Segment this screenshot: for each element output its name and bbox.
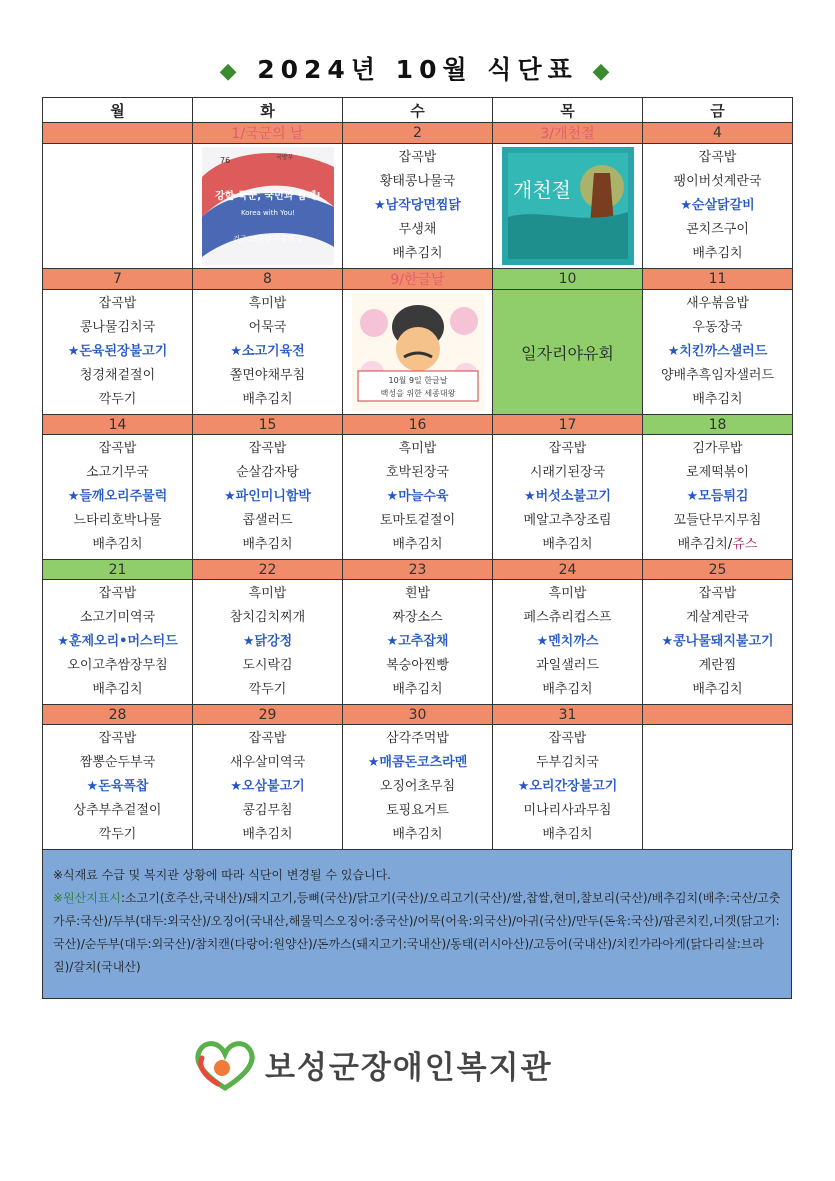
menu-item <box>493 461 642 485</box>
menu-cell <box>493 725 643 850</box>
notice-change-line: ※식재료 수급 및 복지관 상황에 따라 식단이 변경될 수 있습니다. <box>53 868 392 882</box>
date-cell: 22 <box>193 560 343 580</box>
menu-item-text: ★치킨까스샐러드 <box>667 344 768 359</box>
menu-item-text: 배추김치/ <box>677 537 733 552</box>
date-cell: 31 <box>493 705 643 725</box>
menu-item <box>193 437 342 461</box>
menu-item-text: 느타리호박나물 <box>73 513 162 528</box>
hangul-day-line1: 10월 9일 한글날 <box>388 376 447 385</box>
menu-item-text: 복숭아찐빵 <box>386 658 449 673</box>
menu-item-text: 짬뽕순두부국 <box>79 755 156 770</box>
menu-item <box>643 437 792 461</box>
menu-item-text: 삼각주먹밥 <box>386 731 449 746</box>
menu-item <box>643 364 792 388</box>
date-cell: 15 <box>193 415 343 435</box>
menu-item-text: ★파인미니함박 <box>223 489 311 504</box>
menu-cell <box>343 435 493 560</box>
menu-row <box>43 725 793 850</box>
menu-item-text: ★고추잡채 <box>386 634 449 649</box>
menu-item <box>643 146 792 170</box>
date-cell: 7 <box>43 269 193 290</box>
menu-item <box>343 823 492 847</box>
menu-item <box>43 461 192 485</box>
menu-item <box>643 533 792 557</box>
menu-item <box>493 509 642 533</box>
menu-cell <box>643 725 793 850</box>
menu-item-text: 콩나물김치국 <box>79 320 156 335</box>
menu-item <box>193 606 342 630</box>
date-cell: 8 <box>193 269 343 290</box>
main-dish <box>493 630 642 654</box>
main-dish <box>193 340 342 364</box>
menu-item <box>193 509 342 533</box>
menu-item-text: 콩김무침 <box>242 803 293 818</box>
weekday-wed: 수 <box>343 98 493 123</box>
main-dish <box>43 485 192 509</box>
menu-item-text: 김가루밥 <box>692 441 743 456</box>
menu-item-text: ★남작당면찜닭 <box>373 198 461 213</box>
date-cell: 21 <box>43 560 193 580</box>
menu-item-text: 두부김치국 <box>536 755 599 770</box>
menu-item <box>193 316 342 340</box>
menu-item-text: 짜장소스 <box>392 610 443 625</box>
menu-item-text: ★콩나물돼지불고기 <box>661 634 774 649</box>
date-cell: 25 <box>643 560 793 580</box>
menu-item-text: 콥샐러드 <box>242 513 293 528</box>
menu-item-text: 미나리사과무침 <box>523 803 612 818</box>
menu-item <box>493 823 642 847</box>
main-dish <box>643 485 792 509</box>
menu-item-text: ★순살닭갈비 <box>680 198 755 213</box>
menu-item-text: 배추김치 <box>542 537 593 552</box>
menu-item-text: 잡곡밥 <box>98 296 137 311</box>
menu-item-text: 새우살미역국 <box>229 755 306 770</box>
weekday-fri: 금 <box>643 98 793 123</box>
menu-item-text: 배추김치 <box>692 392 743 407</box>
menu-item-text: ★돈육된장불고기 <box>67 344 168 359</box>
menu-item <box>643 509 792 533</box>
menu-item-text: 잡곡밥 <box>98 731 137 746</box>
menu-item <box>643 218 792 242</box>
menu-item <box>643 292 792 316</box>
menu-cell <box>193 580 343 705</box>
menu-item-text: 배추김치 <box>392 537 443 552</box>
menu-item-text: 토핑요거트 <box>386 803 449 818</box>
menu-item <box>43 292 192 316</box>
menu-item-text: 메알고추장조림 <box>523 513 612 528</box>
menu-item <box>193 799 342 823</box>
menu-row <box>43 290 793 415</box>
footer <box>190 1036 650 1096</box>
poster-caption: 건군 76주년 국군의 날 <box>232 235 303 243</box>
menu-item <box>343 533 492 557</box>
menu-cell <box>643 290 793 415</box>
date-cell: 17 <box>493 415 643 435</box>
menu-item-text: 깍두기 <box>98 392 137 407</box>
menu-item <box>493 654 642 678</box>
menu-cell <box>193 290 343 415</box>
menu-item-text: 배추김치 <box>92 682 143 697</box>
menu-item-text: 게살계란국 <box>686 610 749 625</box>
date-row <box>43 705 793 725</box>
date-cell: 4 <box>643 123 793 144</box>
menu-row <box>43 144 793 269</box>
menu-row <box>43 435 793 560</box>
menu-item-text: 청경채겉절이 <box>79 368 156 383</box>
menu-cell <box>643 144 793 269</box>
menu-item-text: 잡곡밥 <box>698 586 737 601</box>
weekday-mon: 월 <box>43 98 193 123</box>
menu-item-text: 호박된장국 <box>386 465 449 480</box>
menu-item <box>343 461 492 485</box>
menu-item <box>193 364 342 388</box>
menu-item <box>343 146 492 170</box>
menu-item-text: 배추김치 <box>392 682 443 697</box>
main-dish <box>193 485 342 509</box>
menu-item-text: 잡곡밥 <box>248 441 287 456</box>
menu-item <box>643 582 792 606</box>
menu-item-text: 잡곡밥 <box>98 441 137 456</box>
menu-item-text: 흑미밥 <box>248 296 287 311</box>
menu-item-text: 페스츄리컵스프 <box>523 610 612 625</box>
menu-item <box>193 292 342 316</box>
menu-row <box>43 580 793 705</box>
menu-item-text: 잡곡밥 <box>548 441 587 456</box>
menu-item <box>193 533 342 557</box>
menu-item-text: 잡곡밥 <box>248 731 287 746</box>
main-dish <box>193 775 342 799</box>
menu-item <box>343 678 492 702</box>
menu-item <box>343 582 492 606</box>
menu-cell <box>43 725 193 850</box>
menu-item-text: 흑미밥 <box>248 586 287 601</box>
menu-item-text: ★마늘수육 <box>386 489 449 504</box>
menu-cell <box>43 580 193 705</box>
main-dish <box>493 485 642 509</box>
menu-item-text: ★오리간장불고기 <box>517 779 618 794</box>
menu-item <box>43 533 192 557</box>
menu-item <box>343 727 492 751</box>
menu-item-text: 소고기미역국 <box>79 610 156 625</box>
menu-item <box>343 775 492 799</box>
page-title <box>0 50 835 86</box>
menu-item <box>43 388 192 412</box>
date-cell: 3/개천절 <box>493 123 643 144</box>
menu-item <box>643 316 792 340</box>
menu-cell <box>493 580 643 705</box>
menu-item-text: 참치김치찌개 <box>229 610 306 625</box>
menu-item-text: 쫄면야채무침 <box>229 368 306 383</box>
menu-cell <box>43 435 193 560</box>
menu-item <box>643 654 792 678</box>
date-cell: 10 <box>493 269 643 290</box>
main-dish <box>643 630 792 654</box>
menu-item-text: 소고기무국 <box>86 465 149 480</box>
menu-item-text: 도시락김 <box>242 658 293 673</box>
menu-item-text: ★소고기육전 <box>230 344 305 359</box>
menu-item-text: 잡곡밥 <box>548 731 587 746</box>
menu-item-text: ★버섯소불고기 <box>523 489 611 504</box>
date-row <box>43 269 793 290</box>
menu-item-text: 콘치즈구이 <box>686 222 749 237</box>
weekday-thu: 목 <box>493 98 643 123</box>
date-cell: 30 <box>343 705 493 725</box>
menu-item-text: 배추김치 <box>242 392 293 407</box>
menu-item-text: 새우볶음밥 <box>686 296 749 311</box>
menu-cell <box>493 290 643 415</box>
menu-item <box>493 533 642 557</box>
menu-item <box>43 799 192 823</box>
menu-item-text: ★매콤돈코츠라멘 <box>367 755 468 770</box>
menu-item-text: 계란찜 <box>698 658 737 673</box>
menu-item-text: 배추김치 <box>542 682 593 697</box>
menu-item-text: 우동장국 <box>692 320 743 335</box>
menu-item <box>643 461 792 485</box>
organization-name: 보성군장애인복지관 <box>265 1050 553 1086</box>
diamond-right-icon: ◆ <box>592 59 616 84</box>
origin-label: ※원산지표시 <box>53 891 122 905</box>
menu-calendar <box>42 97 793 850</box>
menu-item <box>193 727 342 751</box>
menu-item-text: 오징어초무침 <box>379 779 456 794</box>
juice-item: 쥬스 <box>732 537 758 552</box>
menu-item-text: 잡곡밥 <box>398 150 437 165</box>
menu-item-text: ★멘치까스 <box>536 634 599 649</box>
date-cell: 9/한글날 <box>343 269 493 290</box>
menu-cell <box>43 144 193 269</box>
menu-item <box>43 364 192 388</box>
main-dish <box>493 775 642 799</box>
menu-item-text: 로제떡볶이 <box>686 465 749 480</box>
date-row <box>43 415 793 435</box>
menu-item-text: 상추부추겉절이 <box>73 803 162 818</box>
menu-cell <box>343 725 493 850</box>
menu-cell <box>643 580 793 705</box>
main-dish <box>343 194 492 218</box>
date-cell: 29 <box>193 705 343 725</box>
menu-item <box>343 218 492 242</box>
main-dish <box>193 630 342 654</box>
menu-cell <box>193 725 343 850</box>
menu-item <box>193 654 342 678</box>
main-dish <box>43 775 192 799</box>
menu-item-text: 배추김치 <box>242 537 293 552</box>
date-cell: 14 <box>43 415 193 435</box>
menu-item <box>343 606 492 630</box>
menu-item <box>493 727 642 751</box>
menu-item-text: ★닭강정 <box>242 634 293 649</box>
weekday-tue: 화 <box>193 98 343 123</box>
menu-item <box>43 509 192 533</box>
date-cell: 23 <box>343 560 493 580</box>
menu-item <box>343 437 492 461</box>
date-cell: 28 <box>43 705 193 725</box>
menu-item <box>343 242 492 266</box>
armed-forces-day-poster <box>202 147 334 265</box>
menu-item <box>343 170 492 194</box>
date-cell: 18 <box>643 415 793 435</box>
menu-cell <box>343 144 493 269</box>
weekday-header-row <box>43 98 793 123</box>
date-cell: 24 <box>493 560 643 580</box>
menu-item <box>493 606 642 630</box>
menu-item-text: 꼬들단무지무침 <box>673 513 762 528</box>
poster-english: Korea with You! <box>240 209 295 217</box>
menu-item-text: 흰밥 <box>404 586 431 601</box>
menu-item <box>643 388 792 412</box>
poster-slogan: 강한 국군, 국민과 함께! <box>214 191 321 202</box>
menu-item-text: 황태콩나물국 <box>379 174 456 189</box>
main-dish <box>343 485 492 509</box>
menu-item-text: 배추김치 <box>392 827 443 842</box>
menu-item-text: 과일샐러드 <box>536 658 599 673</box>
menu-item <box>343 654 492 678</box>
menu-item <box>43 823 192 847</box>
origin-info <box>53 887 783 979</box>
main-dish <box>343 751 492 775</box>
menu-item <box>643 678 792 702</box>
date-cell <box>43 123 193 144</box>
main-dish <box>643 194 792 218</box>
origin-text: :소고기(호주산,국내산)/돼지고기,등뼈(국산)/닭고기(국산)/오리고기(국산)/쌀,찹쌀,현미,찰보리(국산)/배추김치(배추:국산/고춧가루:국산)/두부(대두:외국산)/오징어(국내산,해물믹스오징어:중국산)/어묵(어육:외국산)/아귀(국산)/만두(돈육:국산)/팝콘치킨,너겟(닭고기:국산)/순두부(대두:외국산)/참치캔(다랑어:원양산)/돈까스(돼지고기:국내산)/동태(러시아산)/고등어(국내산)/치킨가라아게(닭다리살:브라질)/갈치(국내산) <box>53 891 781 974</box>
menu-item-text: 배추김치 <box>92 537 143 552</box>
menu-item <box>43 437 192 461</box>
menu-item-text: 흑미밥 <box>398 441 437 456</box>
menu-item-text: ★오삼불고기 <box>230 779 305 794</box>
menu-item <box>643 606 792 630</box>
menu-item-text: ★모듬튀김 <box>686 489 749 504</box>
event-label: 일자리야유회 <box>521 343 614 363</box>
menu-cell <box>193 144 343 269</box>
menu-cell <box>493 144 643 269</box>
menu-item-text: ★돈육폭찹 <box>86 779 149 794</box>
menu-item-text: 양배추흑임자샐러드 <box>660 368 775 383</box>
menu-item <box>193 678 342 702</box>
menu-cell <box>193 435 343 560</box>
menu-item <box>493 582 642 606</box>
menu-item <box>43 678 192 702</box>
menu-item-text: 어묵국 <box>248 320 287 335</box>
menu-cell <box>343 290 493 415</box>
date-cell: 11 <box>643 269 793 290</box>
menu-item-text: 시래기된장국 <box>529 465 606 480</box>
title-text: 2024년 10월 식단표 <box>257 55 578 84</box>
menu-item-text: 깍두기 <box>248 682 287 697</box>
menu-item <box>493 751 642 775</box>
menu-item-text: 무생채 <box>398 222 437 237</box>
menu-item <box>43 654 192 678</box>
menu-item <box>643 170 792 194</box>
menu-item-text: ★훈제오리•머스터드 <box>57 634 178 649</box>
menu-item <box>343 509 492 533</box>
heart-logo-icon <box>190 1036 260 1094</box>
date-cell <box>643 705 793 725</box>
menu-item-text: 배추김치 <box>692 246 743 261</box>
main-dish <box>643 340 792 364</box>
menu-item-text: 오이고추쌈장무침 <box>67 658 168 673</box>
main-dish <box>43 340 192 364</box>
menu-item-text: 토마토겉절이 <box>379 513 456 528</box>
gaecheonjeol-poster <box>502 147 634 265</box>
main-dish <box>43 630 192 654</box>
menu-item-text: 팽이버섯계란국 <box>673 174 762 189</box>
main-dish <box>343 630 492 654</box>
menu-cell <box>493 435 643 560</box>
menu-item-text: 깍두기 <box>98 827 137 842</box>
menu-item-text: 흑미밥 <box>548 586 587 601</box>
poster-ministry: 국방부 <box>275 154 293 161</box>
menu-item <box>643 242 792 266</box>
date-cell: 2 <box>343 123 493 144</box>
gaecheonjeol-title: 개천절 <box>512 178 571 202</box>
menu-item <box>193 388 342 412</box>
menu-item <box>493 678 642 702</box>
menu-item-text: 배추김치 <box>692 682 743 697</box>
menu-item-text: 잡곡밥 <box>98 586 137 601</box>
menu-item <box>193 461 342 485</box>
menu-item <box>493 799 642 823</box>
date-row <box>43 560 793 580</box>
date-cell: 16 <box>343 415 493 435</box>
notice-box <box>42 849 792 999</box>
menu-item <box>43 751 192 775</box>
menu-item-text: 잡곡밥 <box>698 150 737 165</box>
menu-item <box>43 727 192 751</box>
menu-cell <box>43 290 193 415</box>
menu-item <box>493 437 642 461</box>
menu-item <box>193 751 342 775</box>
menu-item <box>193 582 342 606</box>
poster-76: 76 <box>219 156 230 165</box>
menu-cell <box>343 580 493 705</box>
menu-item-text: 배추김치 <box>542 827 593 842</box>
menu-item-text: 순살감자탕 <box>236 465 299 480</box>
date-row <box>43 123 793 144</box>
menu-item-text: ★들깨오리주물럭 <box>67 489 168 504</box>
menu-item <box>43 606 192 630</box>
diamond-left-icon: ◆ <box>219 59 243 84</box>
menu-item <box>43 316 192 340</box>
menu-item-text: 배추김치 <box>242 827 293 842</box>
menu-item <box>343 799 492 823</box>
date-cell: 1/국군의 날 <box>193 123 343 144</box>
menu-item-text: 배추김치 <box>392 246 443 261</box>
hangul-day-poster <box>352 293 484 411</box>
menu-cell <box>643 435 793 560</box>
hangul-day-line2: 백성을 위한 세종대왕 <box>380 389 455 398</box>
menu-item <box>193 823 342 847</box>
menu-item <box>43 582 192 606</box>
